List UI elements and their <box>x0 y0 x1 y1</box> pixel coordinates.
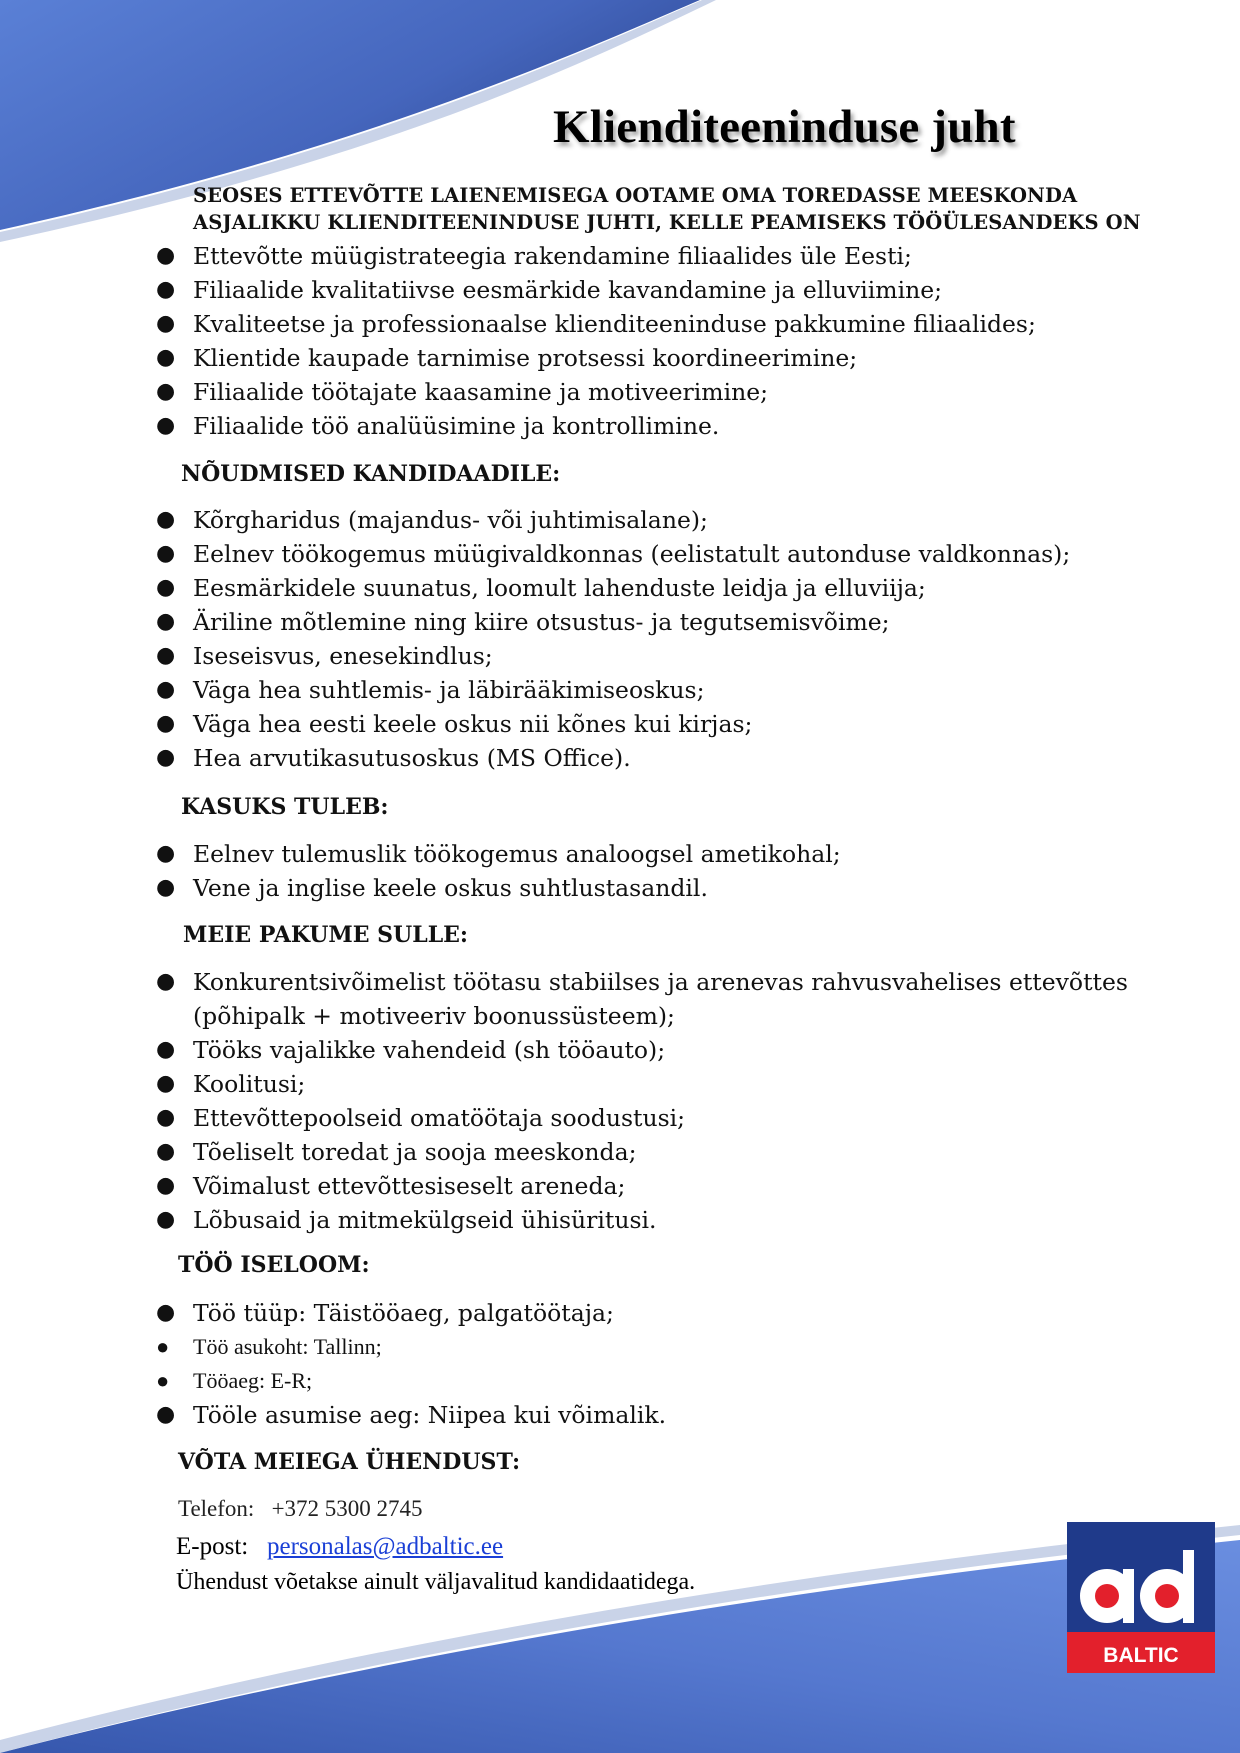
contact-heading: VÕTA MEIEGA ÜHENDUST: <box>178 1449 521 1475</box>
bullet-icon: ● <box>156 243 176 268</box>
phone-label: Telefon: <box>178 1496 255 1521</box>
phone-number: +372 5300 2745 <box>271 1496 423 1521</box>
list-item: ● Tõeliselt toredat ja sooja meeskonda; <box>0 1135 1240 1169</box>
intro-line: ASJALIKKU KLIENDITEENINDUSE JUHTI, KELLE PEAMISEKS TÖÖÜLESANDEKS ON <box>193 211 1141 234</box>
bullet-icon: ● <box>156 541 176 566</box>
bullet-icon: ● <box>156 1207 176 1232</box>
page-title: Klienditeeninduse juht <box>553 101 1016 153</box>
logo-label: BALTIC <box>1103 1644 1179 1667</box>
bullet-icon: ● <box>156 745 176 770</box>
list-item: ● Ettevõtte müügistrateegia rakendamine filiaalides üle Eesti; <box>0 239 1240 273</box>
requirements-list <box>0 503 1240 775</box>
list-item: ● Töö tüüp: Täistööaeg, palgatöötaja; <box>0 1296 1240 1330</box>
list-item: ● Filiaalide töö analüüsimine ja kontrollimine. <box>0 409 1240 443</box>
email-label: E-post: <box>176 1533 249 1560</box>
bullet-icon: ● <box>156 677 176 702</box>
duties-list <box>0 239 1240 443</box>
advantages-heading: KASUKS TULEB: <box>181 794 389 820</box>
list-item: ● Eelnev töökogemus müügivaldkonnas (eelistatult autonduse valdkonnas); <box>0 537 1240 571</box>
bullet-icon: ● <box>156 507 176 532</box>
bullet-icon: ● <box>156 1300 176 1325</box>
list-item: ● Vene ja inglise keele oskus suhtlustasandil. <box>0 871 1240 905</box>
list-item: ● Äriline mõtlemine ning kiire otsustus- ja tegutsemisvõime; <box>0 605 1240 639</box>
list-item: ● Iseseisvus, enesekindlus; <box>0 639 1240 673</box>
bullet-icon: ● <box>156 609 176 634</box>
bullet-icon: ● <box>156 1071 176 1096</box>
bullet-icon: ● <box>156 277 176 302</box>
offer-heading: MEIE PAKUME SULLE: <box>183 922 469 948</box>
list-item: ● Eesmärkidele suunatus, loomult lahenduste leidja ja elluviija; <box>0 571 1240 605</box>
bullet-icon: ● <box>156 969 176 994</box>
nature-list <box>0 1296 1240 1432</box>
bullet-icon: ● <box>156 379 176 404</box>
list-item: ● Eelnev tulemuslik töökogemus analoogsel ametikohal; <box>0 837 1240 871</box>
bullet-icon: ● <box>156 841 176 866</box>
list-item: ● Klientide kaupade tarnimise protsessi koordineerimine; <box>0 341 1240 375</box>
bullet-icon: ● <box>156 1037 176 1062</box>
list-item: ● Kvaliteetse ja professionaalse klienditeeninduse pakkumine filiaalides; <box>0 307 1240 341</box>
list-item: ● Koolitusi; <box>0 1067 1240 1101</box>
email-line <box>176 1533 503 1561</box>
bullet-icon: ● <box>156 1139 176 1164</box>
bullet-icon: ● <box>156 1368 170 1393</box>
list-item: ● Filiaalide kvalitatiivse eesmärkide kavandamine ja elluviimine; <box>0 273 1240 307</box>
bullet-icon: ● <box>156 643 176 668</box>
email-link[interactable]: personalas@adbaltic.ee <box>266 1533 504 1560</box>
bullet-icon: ● <box>156 711 176 736</box>
nature-heading: TÖÖ ISELOOM: <box>178 1252 370 1278</box>
list-item: ● Väga hea suhtlemis- ja läbirääkimiseoskus; <box>0 673 1240 707</box>
list-item: ● Tööks vajalikke vahendeid (sh tööauto); <box>0 1033 1240 1067</box>
list-item: ● Väga hea eesti keele oskus nii kõnes kui kirjas; <box>0 707 1240 741</box>
bullet-icon: ● <box>156 311 176 336</box>
advantages-list <box>0 837 1240 905</box>
offer-list <box>0 965 1240 1237</box>
bullet-icon: ● <box>156 1334 170 1359</box>
bullet-icon: ● <box>156 1173 176 1198</box>
list-item: ● Võimalust ettevõttesiseselt areneda; <box>0 1169 1240 1203</box>
bullet-icon: ● <box>156 345 176 370</box>
requirements-heading: NÕUDMISED KANDIDAADILE: <box>181 461 561 487</box>
bullet-icon: ● <box>156 413 176 438</box>
list-item: ● Konkurentsivõimelist töötasu stabiilses ja arenevas rahvusvahelises ettevõttes (põhipalk + motiveeriv boonussüsteem); <box>0 965 1233 1033</box>
list-item: ● Filiaalide töötajate kaasamine ja motiveerimine; <box>0 375 1240 409</box>
list-item: ● Kõrgharidus (majandus- või juhtimisalane); <box>0 503 1240 537</box>
list-item: ● Tööle asumise aeg: Niipea kui võimalik. <box>0 1398 1240 1432</box>
phone-line <box>178 1496 423 1522</box>
list-item: ● Hea arvutikasutusoskus (MS Office). <box>0 741 1240 775</box>
list-item: ● Tööaeg: E-R; <box>0 1364 1240 1398</box>
intro-text <box>193 182 1141 236</box>
contact-note: Ühendust võetakse ainult väljavalitud kandidaatidega. <box>176 1569 696 1595</box>
bullet-icon: ● <box>156 1402 176 1427</box>
list-item: ● Töö asukoht: Tallinn; <box>0 1330 1240 1364</box>
ad-baltic-logo <box>1067 1522 1215 1673</box>
list-item: ● Lõbusaid ja mitmekülgseid ühisüritusi. <box>0 1203 1240 1237</box>
list-item: ● Ettevõttepoolseid omatöötaja soodustusi; <box>0 1101 1240 1135</box>
intro-line: SEOSES ETTEVÕTTE LAIENEMISEGA OOTAME OMA TOREDASSE MEESKONDA <box>193 184 1078 207</box>
bullet-icon: ● <box>156 875 176 900</box>
bullet-icon: ● <box>156 1105 176 1130</box>
bullet-icon: ● <box>156 575 176 600</box>
